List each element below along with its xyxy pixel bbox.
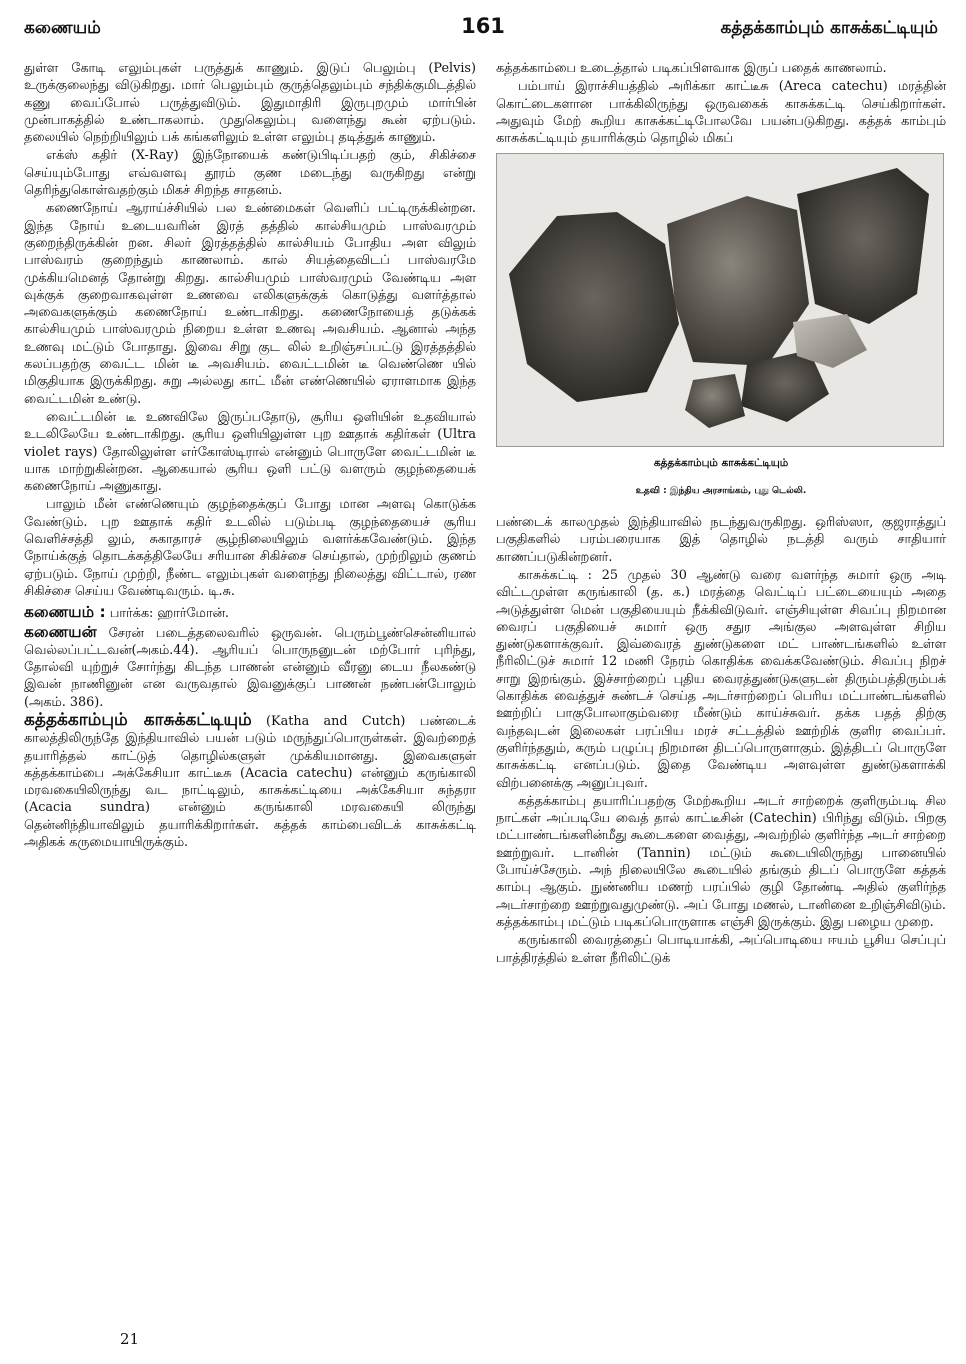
- paragraph: எக்ஸ் கதிர் (X-Ray) இந்நோயைக் கண்டுபிடிப்பதற் கும், சிகிச்சை செய்யும்போது எவ்வளவு தூரம் குண மடைந்து வருகிறது என்று தெரிந்துகொள்வதற்கும் மிகச் சிறந்த சாதனம்.: [24, 148, 476, 199]
- catechu-blocks-image: [497, 154, 943, 446]
- entry-heading: கத்தக்காம்பும் காசுக்கட்டியும்: [24, 709, 252, 730]
- entry-heading: கணையம் :: [24, 603, 106, 622]
- paragraph: கணைநோய் ஆராய்ச்சியில் பல உண்மைகள் வெளிப் பட்டிருக்கின்றன. இந்த நோய் உடையவரின் இரத் தத்தில் கால்சியமும் பாஸ்வரமும் குறைந்திருக்கின் றன. சிலர் இரத்தத்தில் கால்சியம் போதிய அள விலும் பாஸ்வரம் குறைந்தும் காணலாம். கால் சியத்தைவிடப் பாஸ்வரமே முக்கியமெனத் தோன்று கிறது. கால்சியமும் பாஸ்வரமும் வேண்டிய அள வுக்குக் குறைவாகவுள்ள உணவை எலிகளுக்குக் கொடுத்து வளர்த்தால் அவைகளுக்கும் கணைநோய் உண்டாகிறது. கணைநோயைத் தடுக்கக் கால்சியமும் பாஸ்வரமும் நிறைய உள்ள உணவு அவசியம். ஆனால் அந்த உணவு மட்டும் போதாது. இவை சிறு குட லில் உறிஞ்சப்பட்டு இரத்தத்தில் கலப்பதற்கு வைட்ட மின் டீ அவசியம். வைட்டமின் டீ வெண்ணெ யில் மிகுதியாக இருக்கிறது. சுறு அல்லது காட் மீன் எண்ணெயில் ஏராளமாக இந்த வைட்டமின் உண்டு.: [24, 201, 476, 407]
- paragraph: காசுக்கட்டி : 25 முதல் 30 ஆண்டு வரை வளர்ந்த சுமார் ஒரு அடி விட்டமுள்ள கருங்காலி (த. க.) மரத்தை வெட்டிப் பட்டையையும் அதை அடுத்துள்ள மென் பகுதியையும் நீக்கிவிடுவர். எஞ்சியுள்ள சிவப்பு நிறமான வைரப் பகுதியைச் சுமார் ஒரு சதுர அங்குல அளவுள்ள சிறிய துண்டுகளாக்குவர். இவ்வைரத் துண்டுகளை மட் பாண்டங்களில் உள்ள நீரிலிட்டுச் சுமார் 12 மணி நேரம் கொதிக்க வைக்கவேண்டும். சிவப்பு நிறச் சாறு இறங்கும். இச்சாற்றைப் புதிய வைரத்துண்டுகளுடன் திரும்பத்திரும்பக் கொதிக்க வைத்துச் சுண்டச் செய்த அடர்சாற்றைப் பெரிய மட்பாண்டங்களில் ஊற்றிப் பாகுபோலாகும்வரை மீண்டும் காய்ச்சுவர். தக்க பதத் திற்கு வந்தவுடன் இலைகள் பரப்பிய மரச் சட்டத்தில் ஊற்றிக் குளிர வைப்பர். குளிர்ந்ததும், கரும் பழுப்பு நிறமான திடப்பொருளாகும். இத்திடப் பொருளே காசுக்கட்டி எனப்படும். இதை வேண்டிய அளவுள்ள துண்டுகளாக்கி விற்பனைக்கு அனுப்புவர்.: [496, 567, 946, 791]
- left-column: [24, 60, 476, 852]
- figure-credit: உதவி : இந்திய அரசாங்கம், புது டெல்லி.: [635, 485, 807, 496]
- paragraph: கத்தக்காம்பை உடைத்தால் படிகப்பிளவாக இருப் பதைக் காணலாம்.: [496, 61, 887, 76]
- header-left-title: கணையம்: [24, 18, 101, 38]
- entry-crossref: பார்க்க: ஹார்மோன்.: [109, 606, 229, 622]
- entry-kanaiyam: [24, 604, 476, 622]
- entry-text: (Katha and Cutch) பண்டைக் காலத்திலிருந்தே இந்தியாவில் பயன் படும் மருந்துப்பொருள்கள். இவற்றைத் தயாரித்தல் காட்டுத் தொழில்களுள் முக்கியமானது. இவைகளுள் கத்தக்காம்பை அக்கேசியா காட்டீசு (Acacia catechu) என்னும் கருங்காலி மரவகையிலிருந்து வட நாட்டிலும், காசுக்கட்டியை அக்கேசியா சுந்தரா (Acacia sundra) என்னும் கருங்காலி மரவகையி லிருந்து தென்னிந்தியாவிலும் தயாரிக்கிறார்கள். கத்தக் காம்பைவிடக் காசுக்கட்டி அதிகக் கருமையாயிருக்கும்.: [24, 713, 476, 851]
- paragraph: வைட்டமின் டீ உணவிலே இருப்பதோடு, சூரிய ஒளியின் உதவியால் உடலிலேயே உண்டாகிறது. சூரிய ஒளியிலுள்ள புற ஊதாக் கதிர்கள் (Ultra violet rays) தோலிலுள்ள எர்கோஸ்டிரால் என்னும் பொருளே வைட்டமின் டீ யாக மாற்றுகின்றன. ஆகையால் சூரிய ஒளி பட்டு வளரும் குழந்தையைக் கணைநோய் அணுகாது.: [24, 409, 476, 495]
- entry-text: சேரன் படைத்தலைவரில் ஒருவன். பெரும்பூண்சென்னியால் வெல்லப்பட்டவன்(அகம்.44). ஆரியப் பொருநனுடன் மற்போர் புரிந்து, தோல்வி யுற்றுச் சோர்ந்து கிடந்த பாணன் என்னும் வீரனு டைய நீலகண்டு இவன் நாணினுன் என வருவதால் இவனுக்குப் பாணன் நண்பன்போலும் (அகம். 386).: [24, 625, 476, 710]
- figure-caption: கத்தக்காம்பும் காசுக்கட்டியும்: [653, 457, 789, 470]
- page-footer-mark: 21: [120, 1330, 140, 1348]
- header-right-title: கத்தக்காம்பும் காசுக்கட்டியும்: [720, 18, 938, 38]
- paragraph: கருங்காலி வைரத்தைப் பொடியாக்கி, அப்பொடியை ஈயம் பூசிய செப்புப் பாத்திரத்தில் உள்ள நீரிலிட்டுக்: [496, 933, 946, 966]
- paragraph: கத்தக்காம்பு தயாரிப்பதற்கு மேற்கூறிய அடர் சாற்றைக் குளிரும்படி சில நாட்கள் அப்படியே வைத் தால் காட்டீசின் (Catechin) பிரிந்து விடும். பிறகு மட்பாண்டங்களின்மீது கூடைகளை வைத்து, அவற்றில் குளிர்ந்த அடர் சாற்றை ஊற்றுவர். டானின் (Tannin) மட்டும் கூடையிலிருந்து பானையில் போய்ச்சேரும். அந் நிலையிலே கூடையில் தங்கும் திடப் பொருளே கத்தக் காம்பு ஆகும். நுண்ணிய மணற் பரப்பில் குழி தோண்டி அதில் குளிர்ந்த அடர்சாற்றை ஊற்றுவதுமுண்டு. அப் போது மணல், டானினை உறிஞ்சிவிடும். கத்தக்காம்பு மட்டும் படிகப்பொருளாக எஞ்சி இருக்கும். இது பழைய முறை.: [496, 793, 946, 930]
- paragraph: துள்ள கோடி எலும்புகள் பருத்துக் காணும். இடுப் பெலும்பு (Pelvis) உருக்குலைந்து விடுகிறது. மார் பெலும்பும் குருத்தெலும்பும் சந்திக்குமிடத்தில் கணு வைப்போல் பருத்துவிடும். இதுமாதிரி இருபுறமும் மார்பின் முன்பாகத்தில் உண்டாகலாம். முதுகெலும்பு வளைந்து கூன் ஏற்படும். தலையில் நெற்றியிலும் பக் கங்களிலும் உள்ள எலும்பு தடித்துக் காணும்.: [24, 61, 476, 146]
- entry-katha: [24, 709, 476, 851]
- paragraph: பாலும் மீன் எண்ணெயும் குழந்தைக்குப் போது மான அளவு கொடுக்க வேண்டும். புற ஊதாக் கதிர் உடலில் படும்படி குழந்தையைச் சூரிய வெளிச்சத்தி லும், சுகாதாரச் சூழ்நிலையிலும் வளர்க்கவேண்டும். இந்த நோய்க்குத் தொடக்கத்திலேயே சரியான சிகிச்சை செய்தால், முற்றிலும் குணம் ஏற்படும். நோய் முற்றி, நீண்ட எலும்புகள் வளைந்து நிலைத்து விட்டால், ரண சிகிச்சை செய்ய வேண்டிவரும். டி.சு.: [24, 497, 476, 599]
- page-number: 161: [461, 14, 505, 38]
- paragraph: பம்பாய் இராச்சியத்தில் அரிக்கா காட்டீசு (Areca catechu) மரத்தின் கொட்டைகளான பாக்கிலிருந்து ஒருவகைக் காசுக்கட்டி செய்கிறார்கள். அதுவும் மேற் கூறிய காசுக்கட்டிபோலவே பயன்படுகிறது. கத்தக் காம்பும் காசுக்கட்டியும் தயாரிக்கும் தொழில் மிகப்: [496, 79, 946, 147]
- catechu-photo: [496, 153, 944, 447]
- entry-kanaiyan: [24, 624, 476, 711]
- page-header: [0, 14, 966, 48]
- right-column: [496, 60, 946, 968]
- paragraph: பண்டைக் காலமுதல் இந்தியாவில் நடந்துவருகிறது. ஒரிஸ்ஸா, குஜராத்துப் பகுதிகளில் பரம்பரையாக இத் தொழில் நடத்தி வரும் சாதியார் காணப்படுகின்றனர்.: [496, 515, 946, 565]
- entry-heading: கணையன்: [24, 622, 97, 641]
